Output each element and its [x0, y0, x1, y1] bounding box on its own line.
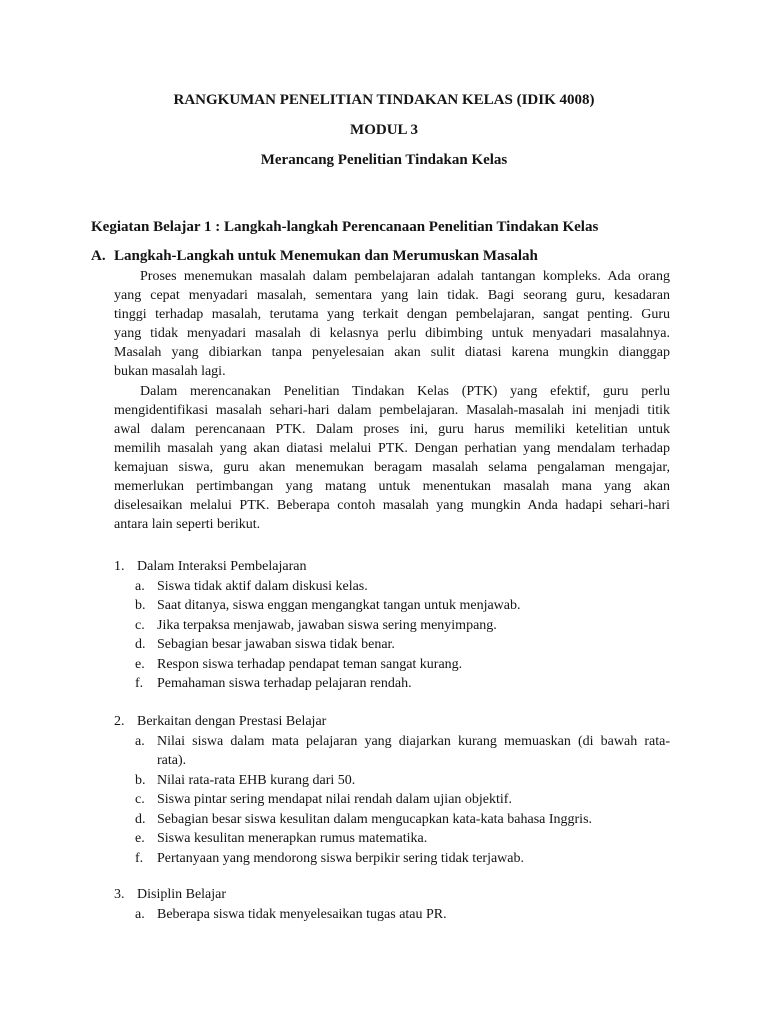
list-interaksi-pembelajaran	[114, 557, 670, 694]
paragraph-2	[114, 382, 670, 534]
paragraph-line: Dalam merencanakan Penelitian Tindakan Kelas (PTK) yang efektif, guru perlu	[140, 384, 670, 399]
list-prestasi-belajar	[114, 712, 670, 868]
section-label: A.	[91, 248, 106, 264]
list-item: a. Beberapa siswa tidak menyelesaikan tugas atau PR.	[135, 906, 447, 922]
paragraph-line: bukan masalah lagi.	[114, 364, 226, 379]
document-title: RANGKUMAN PENELITIAN TINDAKAN KELAS (IDIK 4008)	[173, 92, 595, 108]
list-item: b. Saat ditanya, siswa enggan mengangkat tangan untuk menjawab.	[135, 598, 521, 613]
activity-heading: Kegiatan Belajar 1 : Langkah-langkah Perencanaan Penelitian Tindakan Kelas	[91, 219, 599, 235]
paragraph-line: mengidentifikasi masalah sehari-hari dalam pembelajaran. Masalah-masalah ini menjadi titik	[114, 403, 670, 418]
list-item: d. Sebagian besar siswa kesulitan dalam mengucapkan kata-kata bahasa Inggris.	[135, 811, 593, 827]
section-title: Langkah-Langkah untuk Menemukan dan Merumuskan Masalah	[114, 248, 538, 264]
list-item: a. Nilai siswa dalam mata pelajaran yang diajarkan kurang memuaskan (di bawah rata- rata).	[135, 733, 670, 768]
section-heading	[91, 247, 538, 266]
module-heading: MODUL 3	[350, 122, 418, 138]
list-item: f. Pemahaman siswa terhadap pelajaran rendah.	[135, 676, 412, 691]
paragraph-line: Masalah yang dibiarkan tanpa penyelesaian akan sulit diatasi karena mungkin dianggap	[114, 345, 670, 360]
list-heading: 2. Berkaitan dengan Prestasi Belajar	[114, 714, 327, 729]
list-item: a. Siswa tidak aktif dalam diskusi kelas.	[135, 578, 368, 594]
list-item: e. Siswa kesulitan menerapkan rumus matematika.	[135, 831, 428, 846]
list-heading: 3. Disiplin Belajar	[114, 887, 227, 902]
paragraph-line: kemajuan siswa, guru akan menemukan beragam masalah selama pengalaman mengajar,	[114, 460, 670, 475]
paragraph-line: memerlukan pertimbangan yang matang untuk menentukan masalah mana yang akan	[114, 479, 670, 494]
paragraph-line: antara lain seperti berikut.	[114, 517, 261, 532]
list-item: e. Respon siswa terhadap pendapat teman sangat kurang.	[135, 656, 463, 672]
list-item: c. Jika terpaksa menjawab, jawaban siswa sering menyimpang.	[135, 617, 497, 633]
list-item: d. Sebagian besar jawaban siswa tidak benar.	[135, 637, 395, 652]
list-item: f. Pertanyaan yang mendorong siswa berpikir sering tidak terjawab.	[135, 850, 525, 866]
paragraph-line: tinggi terhadap masalah, terutama yang terkait dengan pembelajaran, sangat penting. Guru	[114, 307, 670, 322]
list-item: b. Nilai rata-rata EHB kurang dari 50.	[135, 772, 356, 788]
module-subtitle: Merancang Penelitian Tindakan Kelas	[260, 152, 508, 168]
paragraph-line: yang tidak menyadari masalah di kelasnya perlu dibimbing untuk menyadari masalahnya.	[114, 326, 670, 341]
paragraph-line: yang cepat menyadari masalah, sementara yang lain tidak. Bagi seorang guru, kesadaran	[114, 288, 670, 303]
paragraph-line: diselesaikan melalui PTK. Beberapa contoh masalah yang mungkin Anda hadapi sehari-hari	[114, 498, 670, 513]
list-disiplin-belajar	[114, 885, 670, 924]
paragraph-line: awal dalam perencanaan PTK. Dalam proses ini, guru harus memiliki ketelitian untuk	[114, 422, 670, 437]
paragraph-line: Proses menemukan masalah dalam pembelajaran adalah tantangan kompleks. Ada orang	[140, 269, 670, 284]
paragraph-line: memilih masalah yang akan diatasi melalui PTK. Dengan perhatian yang mendalam terhadap	[114, 441, 670, 456]
paragraph-1	[114, 267, 670, 381]
list-item: c. Siswa pintar sering mendapat nilai rendah dalam ujian objektif.	[135, 792, 512, 807]
list-heading: 1. Dalam Interaksi Pembelajaran	[114, 559, 307, 574]
